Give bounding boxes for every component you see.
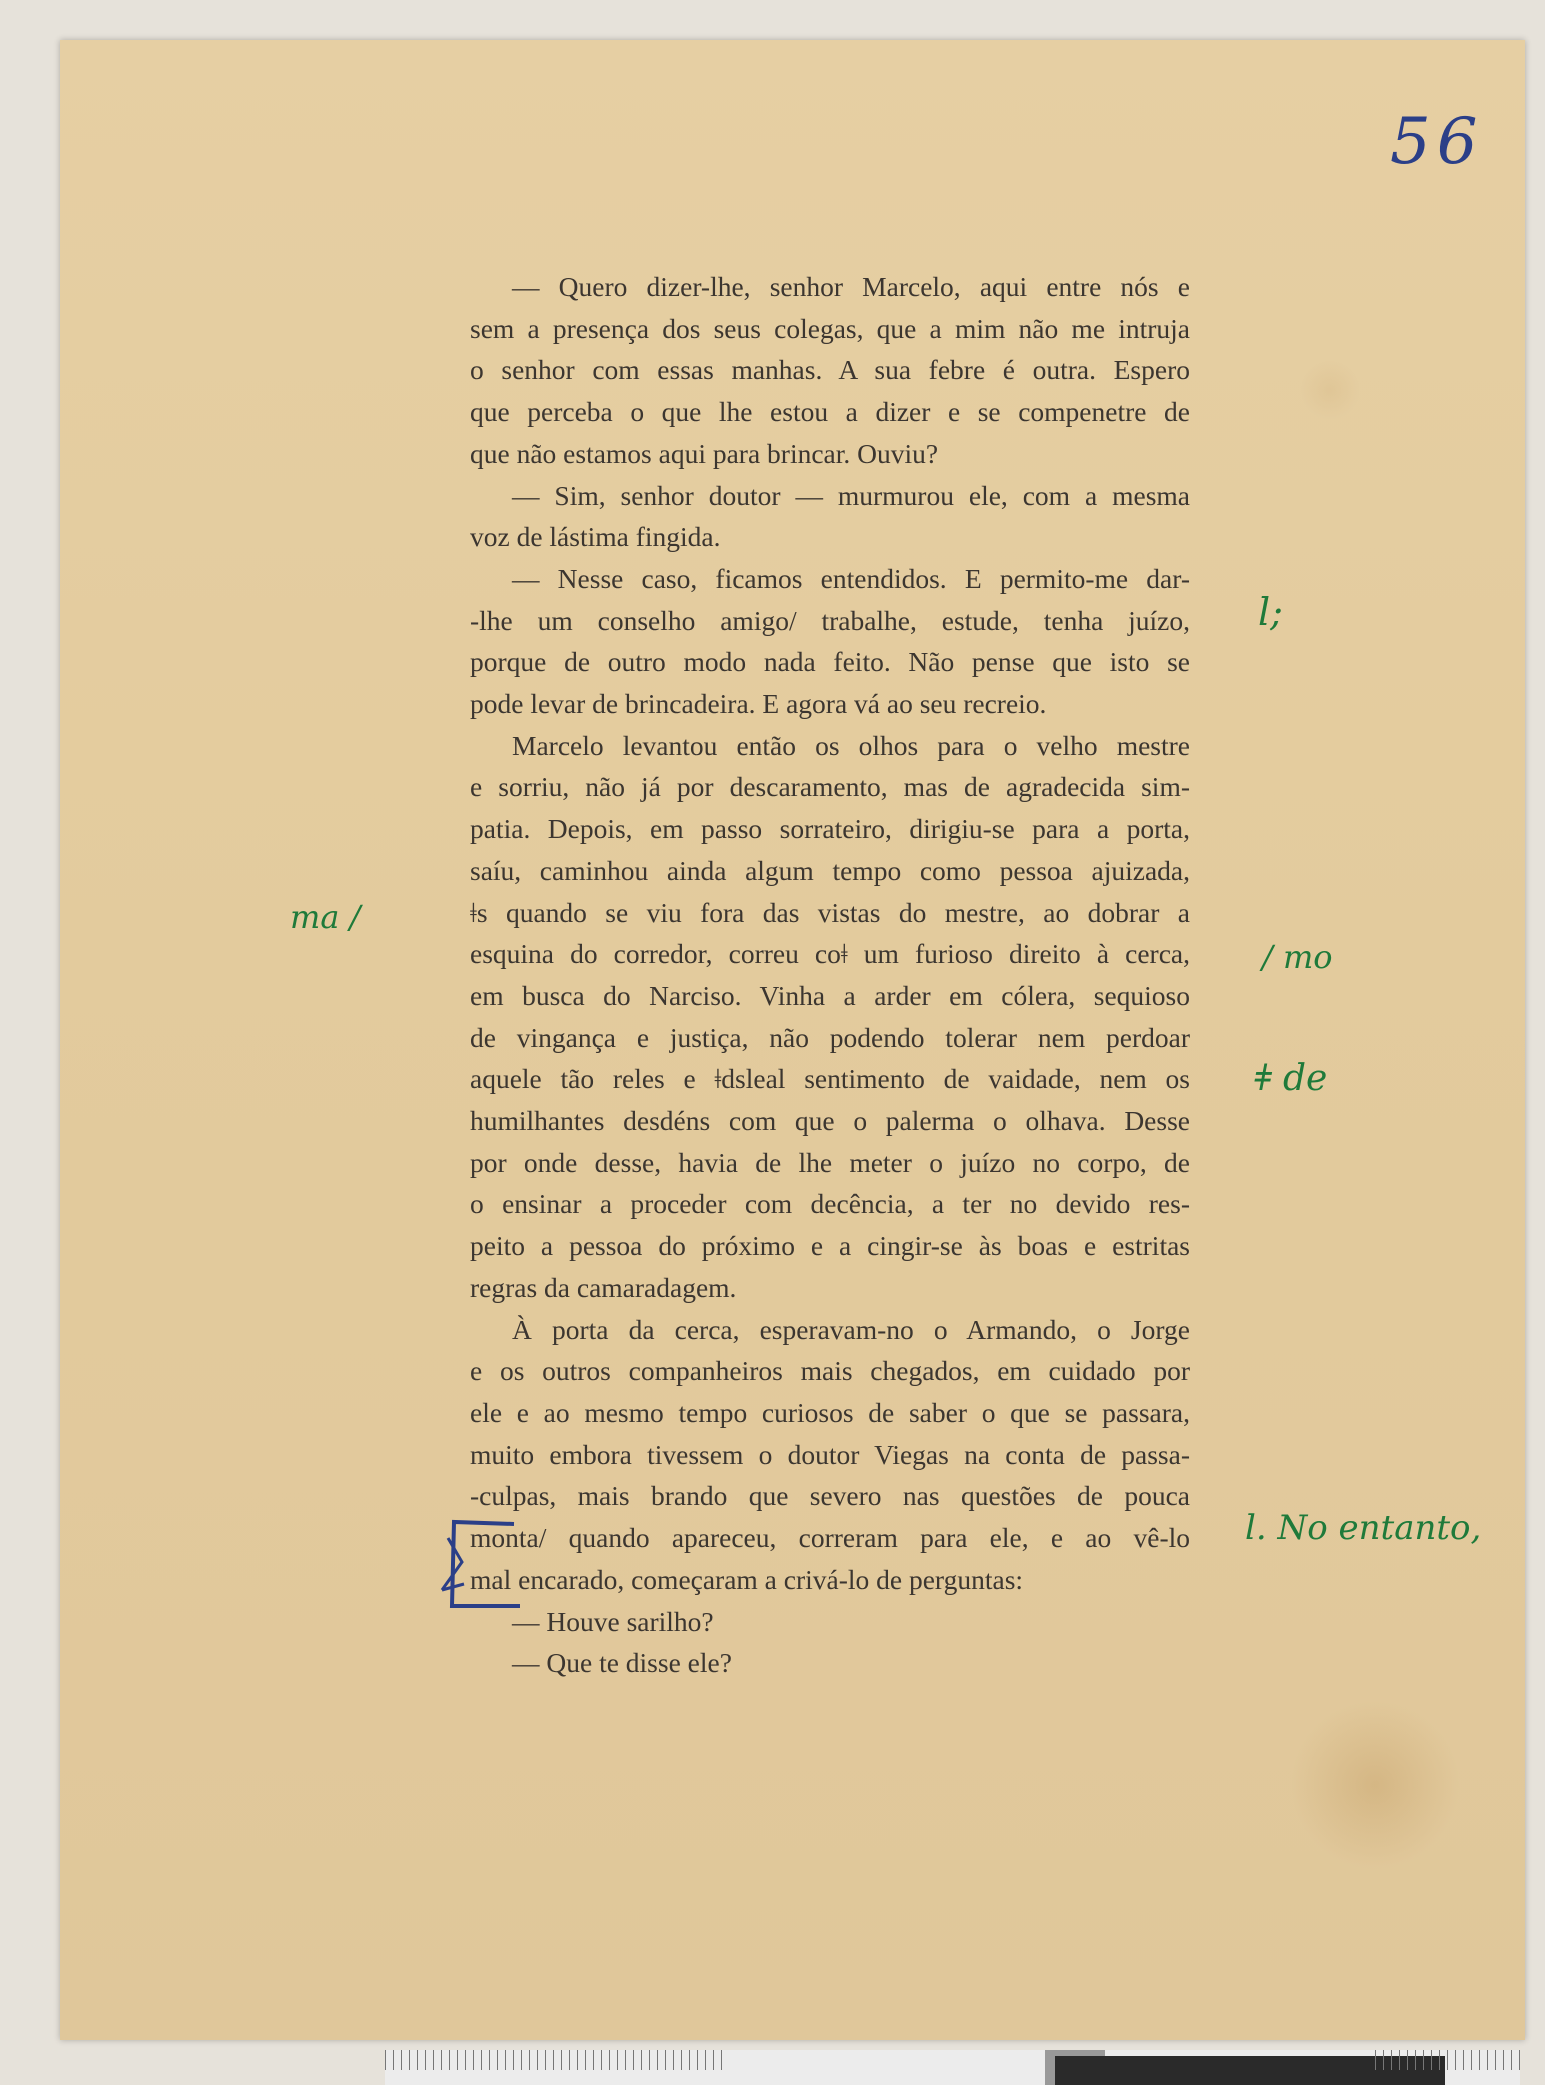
text-line: humilhantes desdéns com que o palerma o olhava. Desse [470,1105,1190,1137]
margin-note-right-2: / mo [1262,938,1333,976]
paragraph [470,1309,1190,1601]
text-line: — Nesse caso, ficamos entendidos. E permito-me dar- [512,562,1190,594]
text-line: peito a pessoa do próximo e a cingir-se às boas e estritas [470,1230,1190,1262]
text-line: muito embora tivessem o doutor Viegas na conta de passa- [470,1438,1190,1470]
text-line: voz de lástima fingida. [470,521,721,553]
text-line: monta/ quando apareceu, correram para ele, e ao vê-lo [470,1522,1190,1554]
scale-ruler [385,2050,1520,2085]
text-line: de vingança e justiça, não podendo tolerar nem perdoar [470,1021,1190,1053]
text-line: em busca do Narciso. Vinha a arder em cólera, sequioso [470,979,1190,1011]
text-line: — Houve sarilho? [512,1605,714,1637]
text-line: por onde desse, havia de lhe meter o juízo no corpo, de [470,1146,1190,1178]
paragraph [470,1601,1190,1643]
text-line: -culpas, mais brando que severo nas questões de pouca [470,1480,1190,1512]
page-number: 56 [1390,105,1484,179]
text-line: sem a presença dos seus colegas, que a mim não me intruja [470,312,1190,344]
text-line: mal encarado, começaram a crivá-lo de perguntas: [470,1563,1024,1595]
text-line: porque de outro modo nada feito. Não pense que isto se [470,646,1190,678]
margin-note-right-3: ǂ de [1255,1058,1328,1099]
text-line: — Quero dizer-lhe, senhor Marcelo, aqui entre nós e [512,271,1190,302]
paragraph [470,558,1190,725]
text-line: Marcelo levantou então os olhos para o velho mestre [512,729,1190,761]
text-line: que não estamos aqui para brincar. Ouviu? [470,437,939,469]
text-line: e sorriu, não já por descaramento, mas de agradecida sim- [470,771,1190,803]
text-line: À porta da cerca, esperavam-no o Armando, o Jorge [512,1313,1190,1345]
margin-note-right-1: l; [1258,590,1283,634]
text-line: e os outros companheiros mais chegados, em cuidado por [470,1355,1190,1387]
text-line: o senhor com essas manhas. A sua febre é outra. Espero [470,354,1190,386]
text-line: — Que te disse ele? [512,1647,732,1679]
body-text [470,266,1190,1684]
insertion-bracket-mark [440,1518,520,1610]
text-line: regras da camaradagem. [470,1271,737,1303]
paragraph [470,475,1190,558]
paragraph [470,1642,1190,1684]
text-line: aquele tão reles e ǂdsleal sentimento de vaidade, nem os [470,1063,1190,1095]
text-line: esquina do corredor, correu coǂ um furioso direito à cerca, [470,938,1190,970]
text-line: — Sim, senhor doutor — murmurou ele, com a mesma [512,479,1190,511]
text-line: saíu, caminhou ainda algum tempo como pessoa ajuizada, [470,854,1190,886]
text-line: -lhe um conselho amigo/ trabalhe, estude, tenha juízo, [470,604,1190,636]
text-line: ǂs quando se viu fora das vistas do mestre, ao dobrar a [470,896,1190,928]
text-line: ele e ao mesmo tempo curiosos de saber o que se passara, [470,1396,1190,1428]
text-line: patia. Depois, em passo sorrateiro, dirigiu-se para a porta, [470,813,1190,845]
paragraph [470,266,1190,475]
paragraph [470,725,1190,1309]
text-line: que perceba o que lhe estou a dizer e se compenetre de [470,396,1190,428]
margin-note-right-4: l. No entanto, [1245,1508,1482,1548]
margin-note-left-1: ma / [290,898,361,936]
text-line: o ensinar a proceder com decência, a ter no devido res- [470,1188,1190,1220]
text-line: pode levar de brincadeira. E agora vá ao seu recreio. [470,688,1047,720]
